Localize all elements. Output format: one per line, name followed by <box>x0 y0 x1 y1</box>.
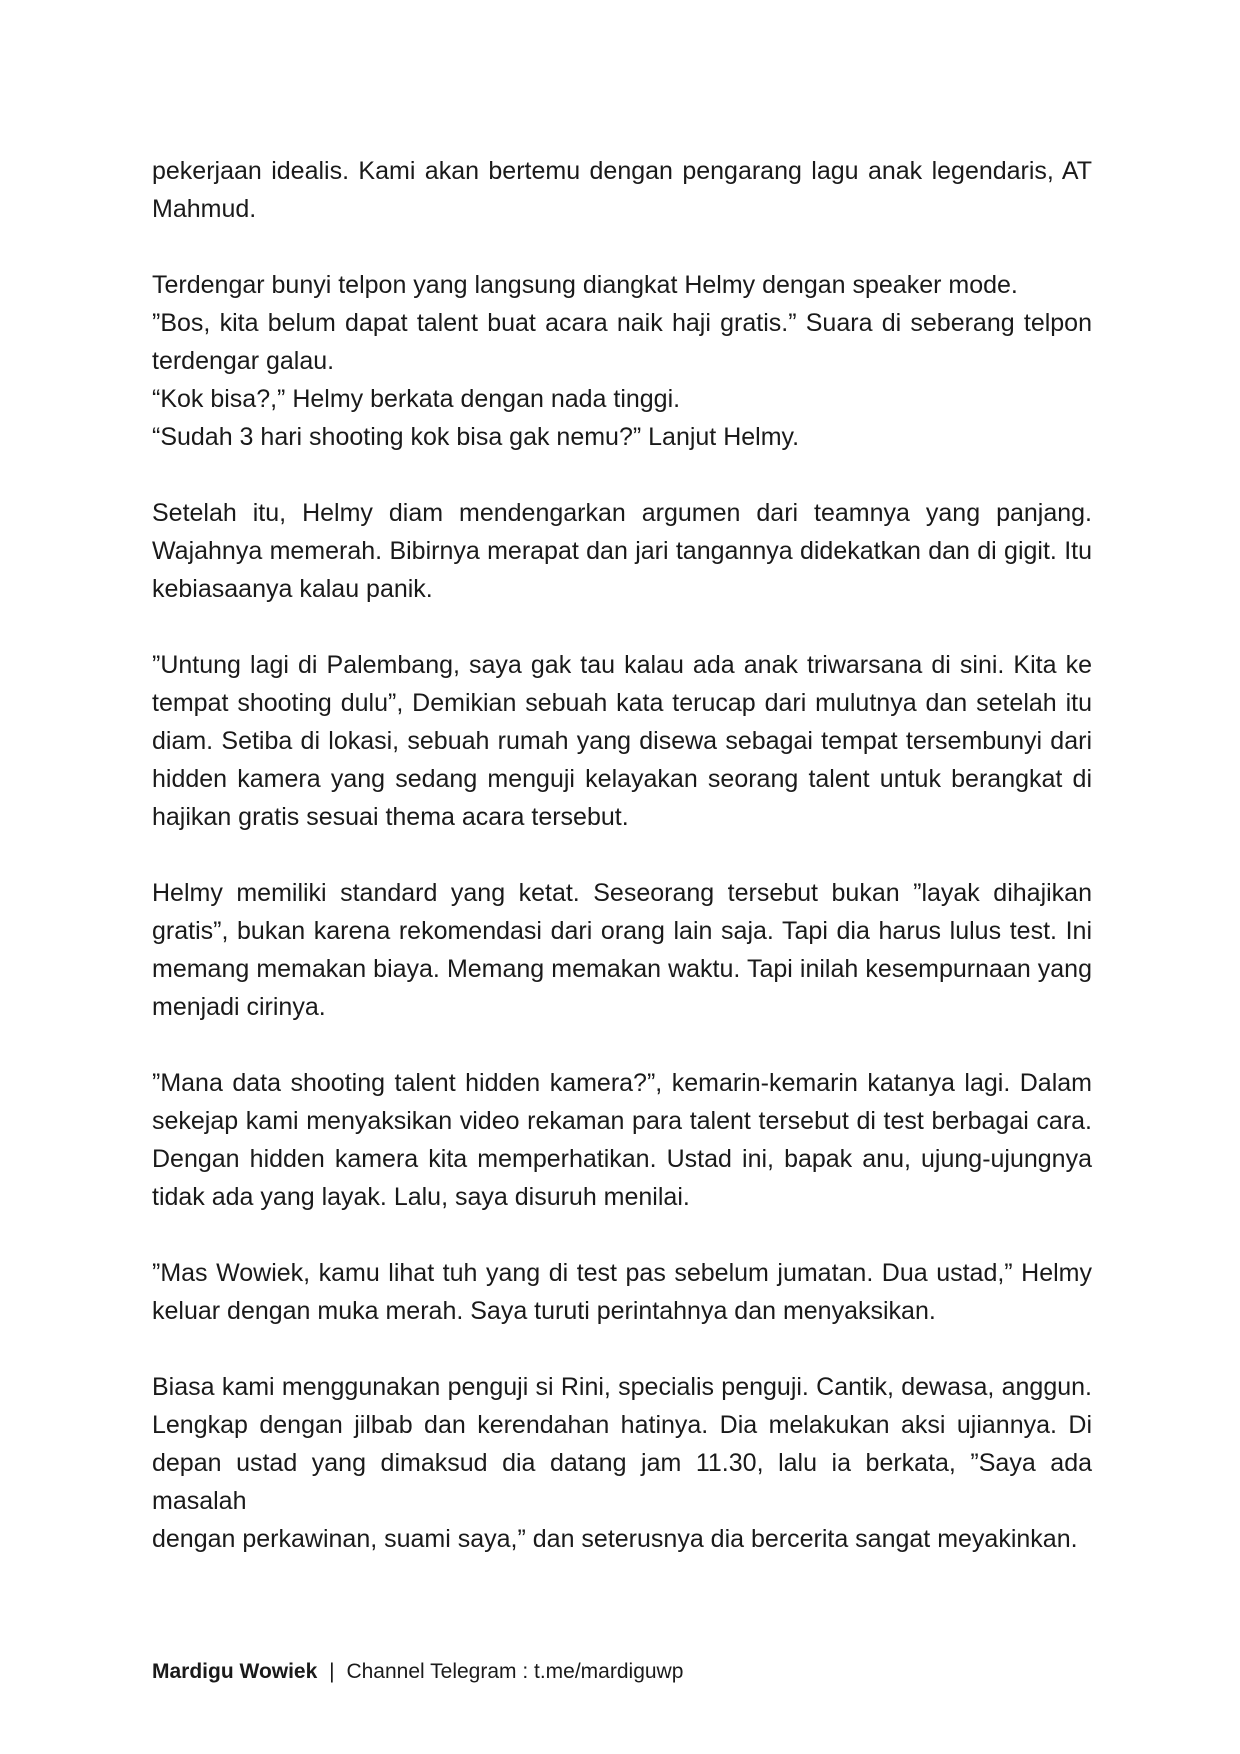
text-line: tidak ada yang layak. Lalu, saya disuruh menilai. <box>152 1183 690 1211</box>
text-line: memang memakan biaya. Memang memakan waktu. Tapi inilah kesempurnaan yang <box>152 955 1092 983</box>
text-line: Lengkap dengan jilbab dan kerendahan hatinya. Dia melakukan aksi ujiannya. Di <box>152 1411 1092 1439</box>
text-line: Dengan hidden kamera kita memperhatikan. Ustad ini, bapak anu, ujung-ujungnya <box>152 1145 1092 1173</box>
paragraph <box>152 152 1092 228</box>
text-line: ”Mas Wowiek, kamu lihat tuh yang di test pas sebelum jumatan. Dua ustad,” Helmy <box>152 1259 1092 1287</box>
paragraph <box>152 1368 1092 1558</box>
text-line: hidden kamera yang sedang menguji kelayakan seorang talent untuk berangkat di <box>152 765 1092 793</box>
footer-channel-link[interactable]: Channel Telegram : t.me/mardiguwp <box>346 1660 684 1683</box>
text-line: Helmy memiliki standard yang ketat. Seseorang tersebut bukan ”layak dihajikan <box>152 879 1092 907</box>
text-line: ”Untung lagi di Palembang, saya gak tau kalau ada anak triwarsana di sini. Kita ke <box>152 651 1092 679</box>
text-line: Setelah itu, Helmy diam mendengarkan argumen dari teamnya yang panjang. <box>152 499 1092 527</box>
text-line: “Kok bisa?,” Helmy berkata dengan nada tinggi. <box>152 385 681 413</box>
paragraph <box>152 1064 1092 1216</box>
footer-author: Mardigu Wowiek <box>152 1660 318 1683</box>
text-line: pekerjaan idealis. Kami akan bertemu dengan pengarang lagu anak legendaris, AT <box>152 157 1092 185</box>
text-line: terdengar galau. <box>152 347 335 375</box>
text-line: tempat shooting dulu”, Demikian sebuah kata terucap dari mulutnya dan setelah itu <box>152 689 1092 717</box>
text-line: keluar dengan muka merah. Saya turuti perintahnya dan menyaksikan. <box>152 1297 936 1325</box>
paragraph <box>152 266 1092 456</box>
text-line: sekejap kami menyaksikan video rekaman para talent tersebut di test berbagai cara. <box>152 1107 1092 1135</box>
paragraph <box>152 494 1092 608</box>
page-footer <box>152 1658 683 1686</box>
text-line: ”Mana data shooting talent hidden kamera?”, kemarin-kemarin katanya lagi. Dalam <box>152 1069 1092 1097</box>
text-line: dengan perkawinan, suami saya,” dan seterusnya dia bercerita sangat meyakinkan. <box>152 1525 1078 1553</box>
text-line: “Sudah 3 hari shooting kok bisa gak nemu?” Lanjut Helmy. <box>152 423 800 451</box>
text-line: menjadi cirinya. <box>152 993 326 1021</box>
text-line: ”Bos, kita belum dapat talent buat acara naik haji gratis.” Suara di seberang telpon <box>152 309 1092 337</box>
text-line: Biasa kami menggunakan penguji si Rini, specialis penguji. Cantik, dewasa, anggun. <box>152 1373 1092 1401</box>
text-line: hajikan gratis sesuai thema acara tersebut. <box>152 803 629 831</box>
footer-separator: | <box>329 1660 335 1683</box>
text-line: Terdengar bunyi telpon yang langsung diangkat Helmy dengan speaker mode. <box>152 271 1018 299</box>
text-line: kebiasaanya kalau panik. <box>152 575 433 603</box>
text-line: Wajahnya memerah. Bibirnya merapat dan jari tangannya didekatkan dan di gigit. Itu <box>152 537 1092 565</box>
body-text <box>152 152 1092 1596</box>
text-line: Mahmud. <box>152 195 257 223</box>
paragraph <box>152 1254 1092 1330</box>
paragraph <box>152 646 1092 836</box>
text-line: depan ustad yang dimaksud dia datang jam 11.30, lalu ia berkata, ”Saya ada masalah <box>152 1449 1092 1515</box>
paragraph <box>152 874 1092 1026</box>
text-line: gratis”, bukan karena rekomendasi dari orang lain saja. Tapi dia harus lulus test. Ini <box>152 917 1092 945</box>
text-line: diam. Setiba di lokasi, sebuah rumah yang disewa sebagai tempat tersembunyi dari <box>152 727 1092 755</box>
